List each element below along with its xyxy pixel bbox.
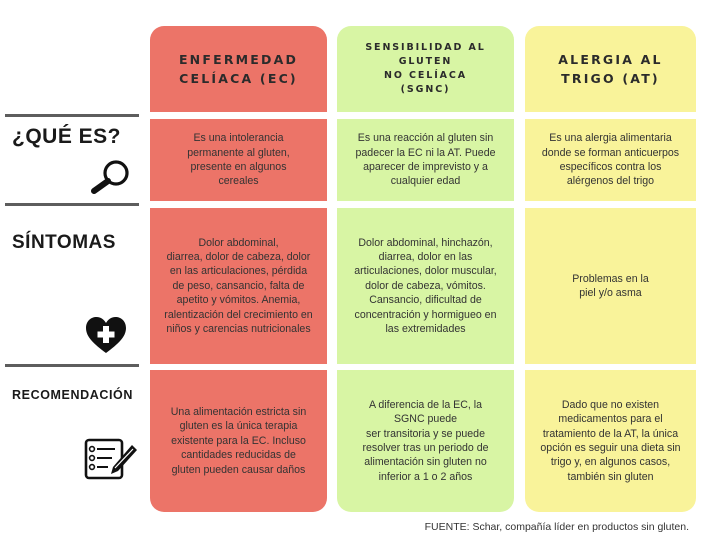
cell-ec-sintomas: [150, 208, 327, 364]
cell-sgnc-que-es: [337, 119, 514, 201]
row-label-sintomas: SÍNTOMAS: [12, 232, 116, 253]
header-wheat-allergy: [525, 26, 696, 112]
cell-text: Es una intolerancia permanente al gluten, presente en algunos cereales: [187, 132, 290, 188]
cell-at-que-es: [525, 119, 696, 201]
row-label-que-es: ¿QUÉ ES?: [12, 125, 122, 148]
row-divider: [5, 364, 139, 367]
cell-text: Una alimentación estricta sin gluten es la única terapia existente para la EC. Incluso cantidades reducidas de gluten pueden causar daños: [170, 405, 307, 476]
header-celiac-disease-label: ENFERMEDAD CELÍACA (EC): [178, 51, 299, 86]
cell-ec-recomendacion: [150, 370, 327, 512]
header-wheat-allergy-label: ALERGIA AL TRIGO (AT): [558, 51, 663, 86]
header-gluten-sensitivity: [337, 26, 514, 112]
cell-text: Es una alergia alimentaria donde se forman anticuerpos específicos contra los alérgenos del trigo: [541, 132, 680, 188]
cell-sgnc-sintomas: [337, 208, 514, 364]
heart-plus-icon: [84, 315, 128, 355]
cell-text: Problemas en la piel y/o asma: [572, 272, 649, 299]
cell-text: Es una reacción al gluten sin padecer la EC ni la AT. Puede aparecer de imprevisto y a cualquier edad: [355, 132, 496, 188]
cell-text: Dolor abdominal, diarrea, dolor de cabeza, dolor en las articulaciones, pérdida de peso, cansancio, falta de apetito y vómitos. Anemia, ralentización del crecimiento en niños y carencias nutricionales: [164, 236, 313, 336]
header-celiac-disease: [150, 26, 327, 112]
cell-text: Dado que no existen medicamentos para el tratamiento de la AT, la única opción es seguir una dieta sin trigo y, en algunos casos, también sin gluten: [540, 398, 681, 483]
source-note: FUENTE: Schar, compañía líder en productos sin gluten.: [424, 521, 689, 533]
cell-at-sintomas: [525, 208, 696, 364]
row-label-recomendacion: RECOMENDACIÓN: [12, 388, 133, 402]
checklist-pencil-icon: [82, 437, 140, 481]
row-divider: [5, 203, 139, 206]
cell-ec-que-es: [150, 119, 327, 201]
magnifying-glass-icon: [88, 158, 132, 194]
cell-sgnc-recomendacion: [337, 370, 514, 512]
cell-text: Dolor abdominal, hinchazón, diarrea, dolor en las articulaciones, dolor muscular, dolor de cabeza, vómitos. Cansancio, dificultad de concentración y hormigueo en las extremidades: [354, 236, 497, 336]
row-divider: [5, 114, 139, 117]
header-gluten-sensitivity-label: SENSIBILIDAD AL GLUTEN NO CELÍACA (SGNC): [365, 41, 486, 96]
cell-at-recomendacion: [525, 370, 696, 512]
cell-text: A diferencia de la EC, la SGNC puede ser transitoria y se puede resolver tras un periodo de alimentación sin gluten no inferior a 1 o 2 años: [362, 398, 489, 483]
